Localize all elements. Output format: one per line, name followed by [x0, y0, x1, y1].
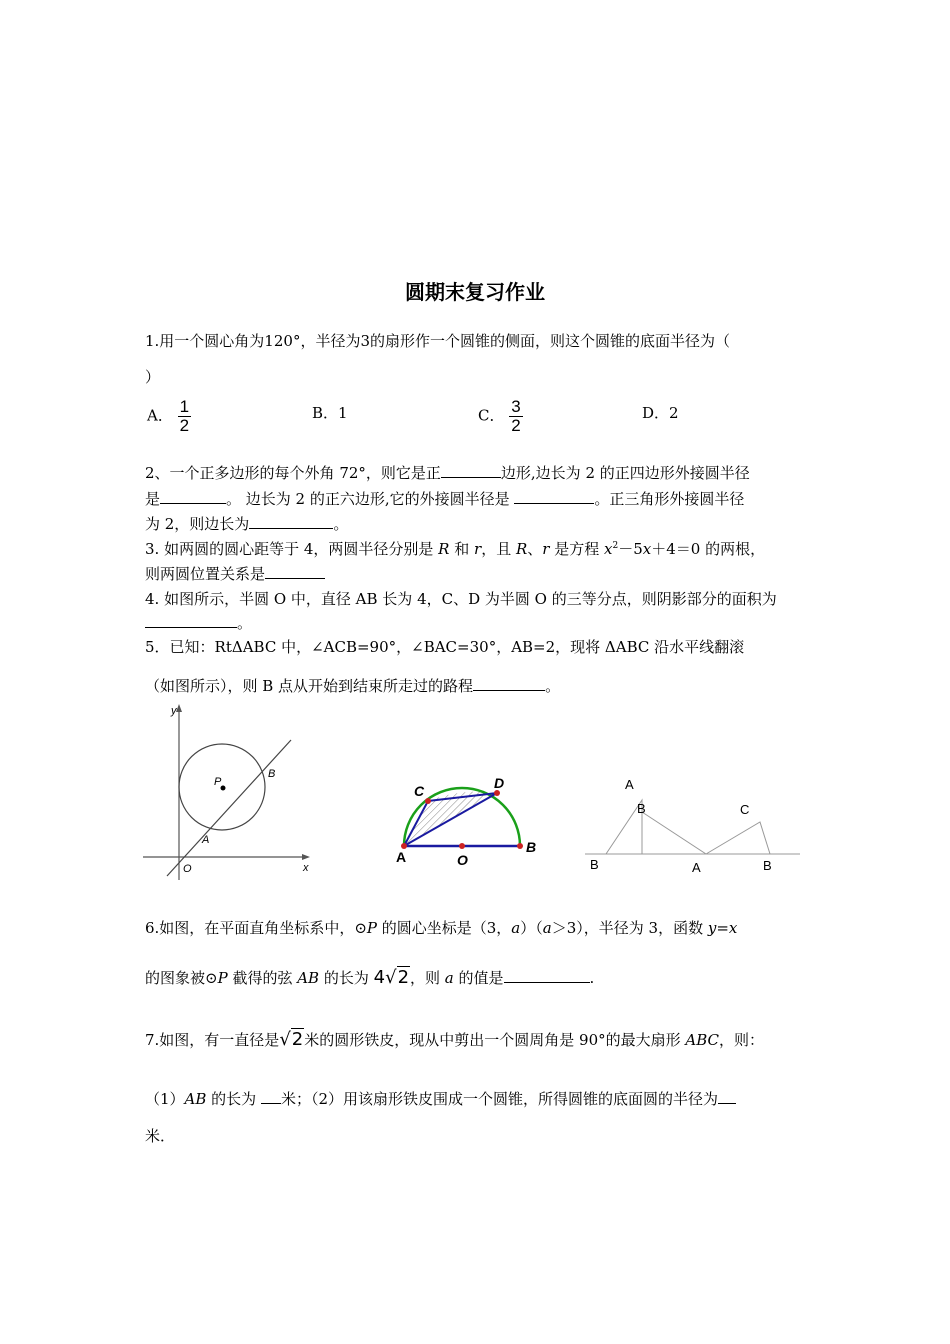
q7-blank-2[interactable] — [718, 1089, 736, 1104]
question-3-line-2 — [145, 563, 325, 584]
question-7-line-2 — [145, 1088, 736, 1109]
q6-text-5: 的图象被⊙ — [145, 969, 218, 987]
label-b: B — [268, 768, 276, 780]
q3-text-and: 和 — [449, 540, 475, 558]
q6-text-6: 截得的弦 — [227, 969, 298, 987]
q2-text-1: 2、一个正多边形的每个外角 72°，则它是正 — [145, 464, 441, 482]
q3-text-3: 是方程 — [549, 540, 604, 558]
option-a-fraction — [178, 398, 191, 435]
question-1-text: 1.用一个圆心角为120°，半径为3的扇形作一个圆锥的侧面，则这个圆锥的底面半径为（ — [145, 332, 730, 350]
question-5-line-2 — [145, 675, 560, 696]
label-o: O — [183, 863, 192, 875]
label-d: D — [494, 775, 505, 791]
q5-text-3: 。 — [545, 677, 561, 695]
y-axis-arrow — [176, 704, 182, 712]
q7-sqrt-expression: √2 — [279, 1029, 304, 1050]
option-d — [642, 402, 679, 423]
q6-function: y=x — [707, 919, 738, 937]
q6-sqrt-expression: 4√2 — [373, 967, 410, 988]
q3-text-4: －5 — [618, 540, 643, 558]
point-o — [459, 843, 465, 849]
q6-var-p-2: P — [217, 969, 228, 987]
q2-blank-3[interactable] — [514, 489, 594, 504]
q2-text-7: 。 — [333, 515, 349, 533]
q7-text-4: （1） — [145, 1090, 185, 1108]
q4-text-2: 。 — [237, 614, 253, 632]
q2-blank-4[interactable] — [249, 514, 333, 529]
option-c-numerator: 3 — [511, 397, 521, 416]
label-b-top: B — [637, 801, 646, 816]
figure-semicircle — [390, 768, 550, 873]
q6-chord-ab: AB — [297, 969, 320, 987]
q2-text-3: 是 — [145, 490, 161, 508]
q2-blank-1[interactable] — [441, 463, 501, 478]
q6-var-a-3: a — [444, 969, 454, 987]
q6-var-a-2: a — [542, 919, 552, 937]
q3-blank[interactable] — [265, 564, 325, 579]
question-6-line-1 — [145, 917, 737, 938]
option-b-value: 1 — [338, 404, 348, 422]
q7-blank-1[interactable] — [261, 1089, 281, 1104]
label-a: A — [202, 834, 210, 846]
option-c-denominator: 2 — [511, 416, 521, 435]
q3-exponent: 2 — [612, 541, 619, 551]
q6-text-3: ）（ — [520, 919, 543, 937]
option-d-value: 2 — [669, 404, 679, 422]
q7-text-1: 7.如图，有一直径是 — [145, 1031, 280, 1049]
question-7-line-3: 米． — [145, 1127, 176, 1145]
q3-text-1: 3. 如两圆的圆心距等于 4，两圆半径分别是 — [145, 540, 439, 558]
q3-text-5: ＋4＝0 的两根， — [651, 540, 766, 558]
option-b-label: B． — [312, 404, 339, 422]
q4-blank[interactable] — [145, 613, 237, 628]
q3-text-6: 则两圆位置关系是 — [145, 565, 266, 583]
option-a-numerator: 1 — [179, 397, 190, 416]
option-c — [478, 398, 523, 435]
q6-text-2: 的圆心坐标是（3， — [376, 919, 512, 937]
question-1-close-paren: ） — [145, 368, 161, 386]
q7-text-6: 米；（2）用该扇形铁皮围成一个圆锥，所得圆锥的底面圆的半径为 — [280, 1090, 719, 1108]
label-b: B — [526, 839, 537, 855]
triangle-end — [706, 822, 770, 854]
q5-text-2: （如图所示），则 B 点从开始到结束所走过的路程 — [145, 677, 474, 695]
label-y: y — [171, 705, 177, 717]
line-y-equals-x — [167, 740, 291, 876]
label-c: C — [414, 783, 425, 799]
q7-text-2: 米的圆形铁皮，现从中剪出一个圆周角是 90°的最大扇形 — [304, 1031, 686, 1049]
triangle-middle — [642, 812, 706, 854]
q6-text-9: 的值是 — [453, 969, 504, 987]
q6-text-1: 6.如图，在平面直角坐标系中，⊙ — [145, 919, 367, 937]
option-d-label: D． — [642, 404, 670, 422]
page-title: 圆期末复习作业 — [405, 280, 545, 304]
q5-blank[interactable] — [473, 676, 545, 691]
q7-radicand: 2 — [291, 1029, 304, 1050]
q3-var-r: r — [474, 540, 482, 558]
q7-text-3: ，则： — [719, 1031, 765, 1049]
q2-text-5: 。正三角形外接圆半径 — [594, 490, 745, 508]
q3-var-r-2: r — [542, 540, 550, 558]
option-a-denominator: 2 — [179, 416, 190, 435]
q7-arc-ab: AB — [184, 1090, 207, 1108]
label-b-right: B — [763, 858, 772, 873]
q6-coefficient: 4 — [373, 967, 386, 988]
q6-text-10: . — [589, 969, 595, 987]
question-2-line-3 — [145, 513, 348, 534]
question-4-line-2 — [145, 612, 252, 633]
q6-text-4: ＞3），半径为 3，函数 — [551, 919, 708, 937]
q3-text-sep: 、 — [527, 540, 543, 558]
question-2-line-2 — [145, 488, 744, 509]
q3-var-R: R — [438, 540, 450, 558]
q2-text-4: 。 边长为 2 的正六边形,它的外接圆半径是 — [226, 490, 510, 508]
label-x: x — [303, 862, 309, 874]
point-b — [517, 843, 523, 849]
label-b-left: B — [590, 857, 599, 872]
question-7-line-1 — [145, 1029, 764, 1050]
q6-text-8: ，则 — [410, 969, 445, 987]
label-p: P — [214, 776, 222, 788]
q2-text-6: 为 2，则边长为 — [145, 515, 250, 533]
question-4-line-1: 4. 如图所示，半圆 O 中，直径 AB 长为 4，C、D 为半圆 O 的三等分点，则阴影部分的面积为 — [145, 590, 777, 608]
q3-var-x-2: x — [642, 540, 652, 558]
option-a-label: A． — [147, 406, 173, 425]
figure-rolling-triangle — [580, 770, 810, 880]
q2-blank-2[interactable] — [160, 489, 226, 504]
option-b — [312, 402, 348, 423]
option-c-fraction — [509, 398, 522, 435]
label-c: C — [740, 802, 750, 817]
q6-text-7: 的长为 — [319, 969, 374, 987]
question-3-line-1 — [145, 538, 765, 559]
question-5-line-1: 5．已知：RtΔABC 中，∠ACB=90°，∠BAC=30°，AB=2，现将 ΔABC 沿水平线翻滚 — [145, 638, 745, 656]
q2-text-2: 边形,边长为 2 的正四边形外接圆半径 — [500, 464, 750, 482]
option-a — [147, 398, 191, 435]
question-6-line-2 — [145, 967, 594, 988]
label-o: O — [457, 852, 468, 868]
label-a-top: A — [625, 777, 634, 792]
q7-text-5: 的长为 — [206, 1090, 257, 1108]
label-a-middle: A — [692, 860, 701, 875]
q7-sector-abc: ABC — [685, 1031, 720, 1049]
q6-var-a: a — [511, 919, 521, 937]
q6-blank[interactable] — [504, 968, 590, 983]
question-2-line-1 — [145, 462, 750, 483]
option-c-label: C． — [478, 406, 505, 425]
q3-var-R-2: R — [515, 540, 528, 558]
q6-radicand: 2 — [397, 967, 410, 988]
q6-var-p: P — [366, 919, 377, 937]
point-c — [425, 798, 431, 804]
x-axis-arrow — [302, 854, 310, 860]
q3-var-x: x — [604, 540, 613, 558]
figure-coordinate-circle — [135, 700, 325, 885]
q3-text-2: ，且 — [481, 540, 516, 558]
label-a: A — [396, 849, 407, 865]
